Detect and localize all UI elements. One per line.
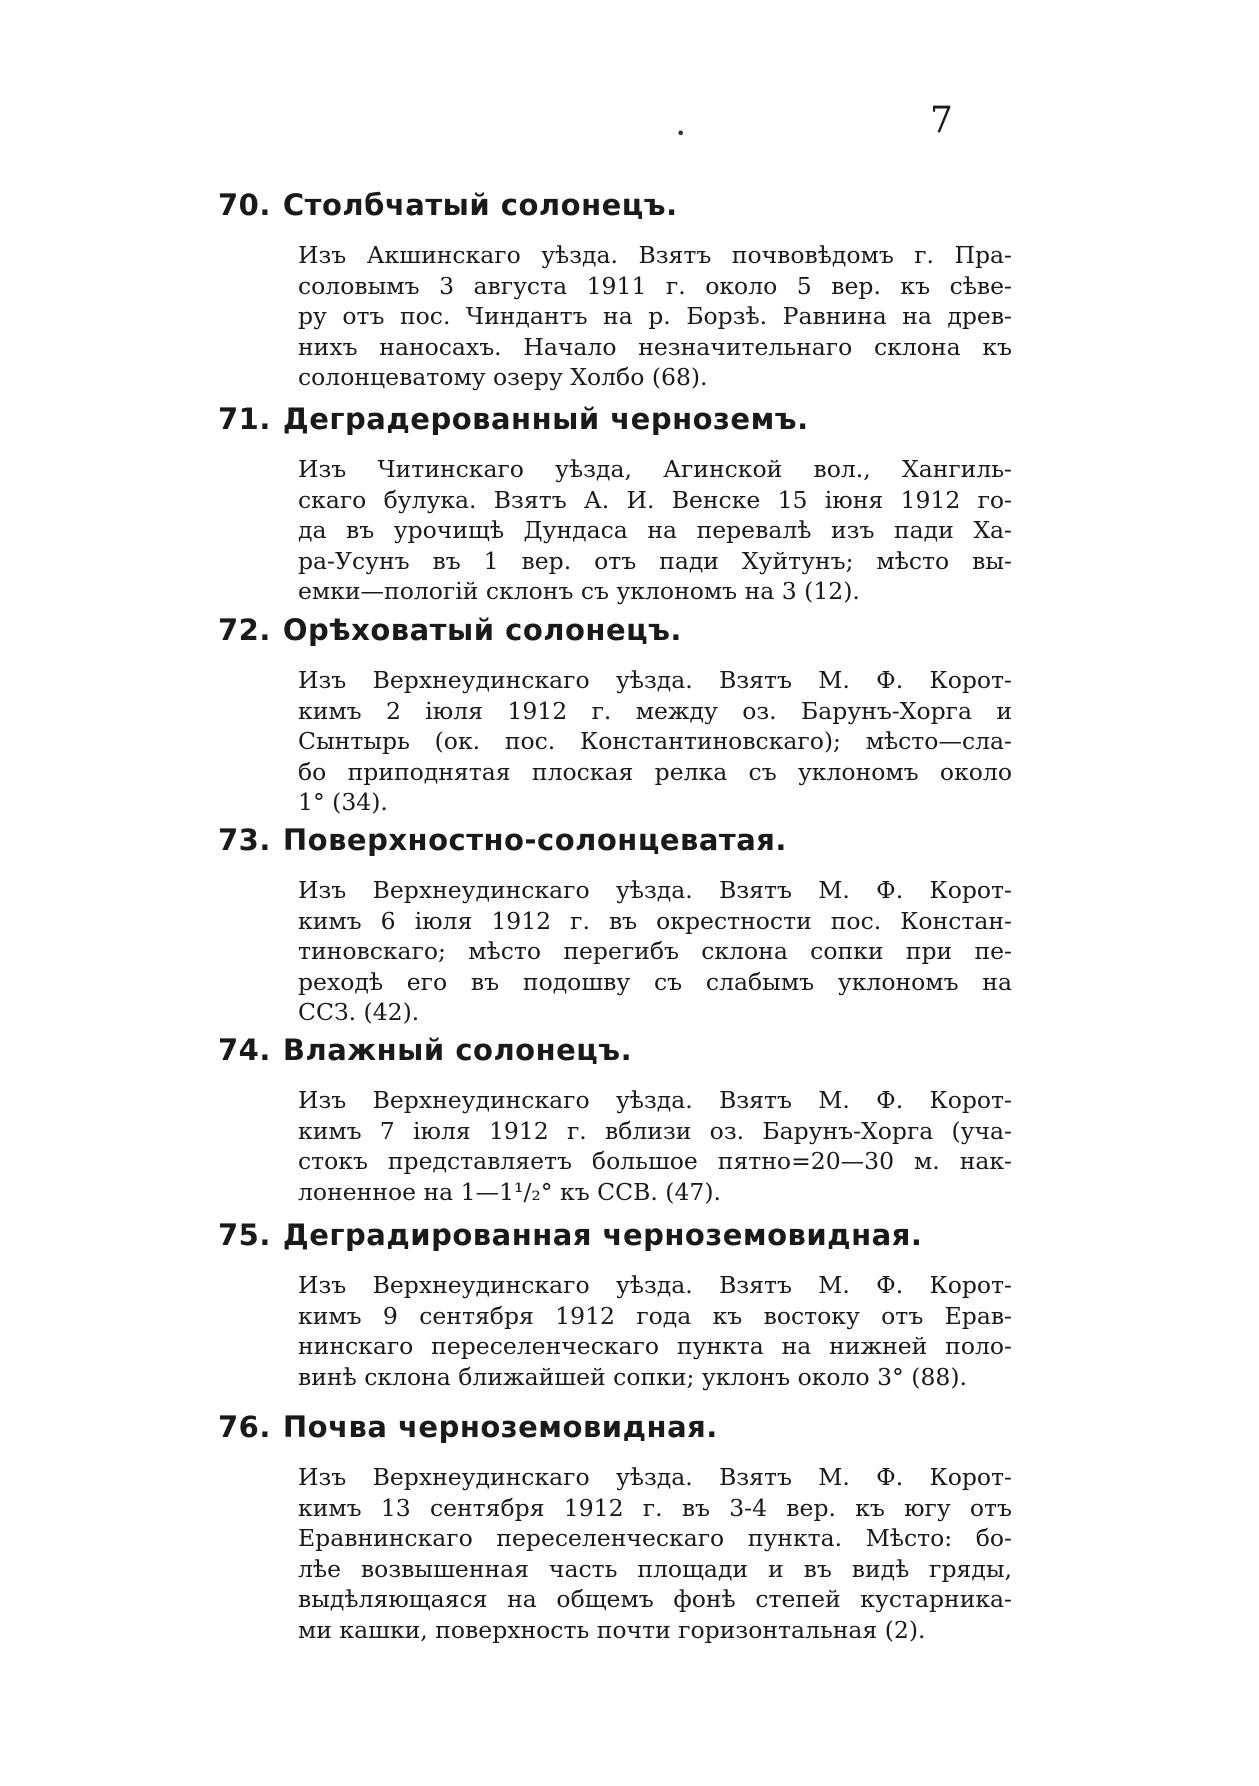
entry-number: 75. xyxy=(218,1218,271,1252)
entry-number: 71. xyxy=(218,402,271,436)
entry-heading xyxy=(218,823,1018,857)
page-number: 7 xyxy=(930,100,953,141)
entry-line: кимъ 7 іюля 1912 г. вблизи оз. Барунъ-Хорга (уча- xyxy=(298,1116,1012,1145)
entry-body xyxy=(298,240,1012,393)
entry-line: Изъ Читинскаго уѣзда, Агинской вол., Хангиль- xyxy=(298,455,1012,483)
entry-line: Изъ Верхнеудинскаго уѣзда. Взятъ М. Ф. Корот- xyxy=(298,666,1012,694)
entry-line: кимъ 2 іюля 1912 г. между оз. Барунъ-Хорга и xyxy=(298,696,1012,725)
entry-body xyxy=(298,1462,1012,1645)
entry-title: Столбчатый солонецъ. xyxy=(282,188,678,222)
entry-line: Еравнинскаго переселенческаго пункта. Мѣсто: бо- xyxy=(298,1524,1012,1552)
entry-title: Поверхностно-солонцеватая. xyxy=(282,823,787,857)
entry-line: стокъ представляетъ большое пятно=20—30 м. нак- xyxy=(298,1147,1012,1175)
entry-title: Орѣховатый солонецъ. xyxy=(282,613,682,647)
entry-line: скаго булука. Взятъ А. И. Венске 15 іюня 1912 го- xyxy=(298,485,1012,514)
entry-line: 1° (34). xyxy=(298,788,388,816)
entry-line: ру отъ пос. Чиндантъ на р. Борзѣ. Равнина на древ- xyxy=(298,302,1012,330)
entry-heading xyxy=(218,1410,1018,1444)
entry-heading xyxy=(218,188,1018,222)
entry-line: Сынтырь (ок. пос. Константиновскаго); мѣсто—сла- xyxy=(298,727,1012,755)
entry-body xyxy=(298,875,1012,1028)
entry-line: кимъ 9 сентября 1912 года къ востоку отъ Ерав- xyxy=(298,1301,1012,1330)
entry-heading xyxy=(218,1218,1018,1252)
entry-title: Деградированная черноземовидная. xyxy=(282,1218,923,1252)
entry-body xyxy=(298,1085,1012,1207)
entry-number: 72. xyxy=(218,613,271,647)
entry-line: соловымъ 3 августа 1911 г. около 5 вер. къ сѣве- xyxy=(298,271,1012,300)
entry-line: бо приподнятая плоская релка съ уклономъ около xyxy=(298,757,1012,786)
entry-line: кимъ 13 сентября 1912 г. въ 3-4 вер. къ югу отъ xyxy=(298,1493,1012,1522)
entry-line: выдѣляющаяся на общемъ фонѣ степей кустарника- xyxy=(298,1585,1012,1613)
entry-line: солонцеватому озеру Холбо (68). xyxy=(298,363,708,391)
entry-line: лоненное на 1—1¹/₂° къ ССВ. (47). xyxy=(298,1177,722,1206)
entry-number: 73. xyxy=(218,823,271,857)
entry-line: винѣ склона ближайшей сопки; уклонъ около 3° (88). xyxy=(298,1362,967,1391)
entry-line: емки—пологій склонъ съ уклономъ на 3 (12). xyxy=(298,577,860,605)
entry-line: ра-Усунъ въ 1 вер. отъ пади Хуйтунъ; мѣсто вы- xyxy=(298,546,1012,575)
entry-line: тиновскаго; мѣсто перегибъ склона сопки при пе- xyxy=(298,937,1012,965)
entry-heading xyxy=(218,1033,1018,1067)
entry-body xyxy=(298,454,1012,607)
entry-title: Почва черноземовидная. xyxy=(282,1410,718,1444)
entry-title: Влажный солонецъ. xyxy=(282,1033,633,1067)
entry-line: кимъ 6 іюля 1912 г. въ окрестности пос. Констан- xyxy=(298,906,1012,935)
entry-line: Изъ Верхнеудинскаго уѣзда. Взятъ М. Ф. Корот- xyxy=(298,1463,1012,1491)
entry-line: да въ урочищѣ Дундаса на перевалѣ изъ пади Ха- xyxy=(298,516,1012,544)
entry-body xyxy=(298,665,1012,818)
entry-number: 76. xyxy=(218,1410,271,1444)
entry-line: ССЗ. (42). xyxy=(298,998,420,1026)
entry-line: реходѣ его въ подошву съ слабымъ уклономъ на xyxy=(298,967,1012,996)
entry-line: лѣе возвышенная часть площади и въ видѣ гряды, xyxy=(298,1554,1012,1583)
entry-line: Изъ Верхнеудинскаго уѣзда. Взятъ М. Ф. Корот- xyxy=(298,1086,1012,1114)
entry-title: Деградерованный черноземъ. xyxy=(282,402,809,436)
entry-number: 74. xyxy=(218,1033,271,1067)
entry-body xyxy=(298,1270,1012,1392)
entry-line: ми кашки, поверхность почти горизонтальная (2). xyxy=(298,1615,926,1644)
entry-number: 70. xyxy=(218,188,271,222)
entry-heading xyxy=(218,613,1018,647)
entry-line: нинскаго переселенческаго пункта на нижней поло- xyxy=(298,1332,1012,1360)
print-speck: • xyxy=(676,124,686,143)
entry-line: нихъ наносахъ. Начало незначительнаго склона къ xyxy=(298,332,1012,361)
entry-heading xyxy=(218,402,1018,436)
entry-line: Изъ Верхнеудинскаго уѣзда. Взятъ М. Ф. Корот- xyxy=(298,876,1012,904)
entry-line: Изъ Акшинскаго уѣзда. Взятъ почвовѣдомъ г. Пра- xyxy=(298,241,1012,269)
entry-line: Изъ Верхнеудинскаго уѣзда. Взятъ М. Ф. Корот- xyxy=(298,1271,1012,1299)
